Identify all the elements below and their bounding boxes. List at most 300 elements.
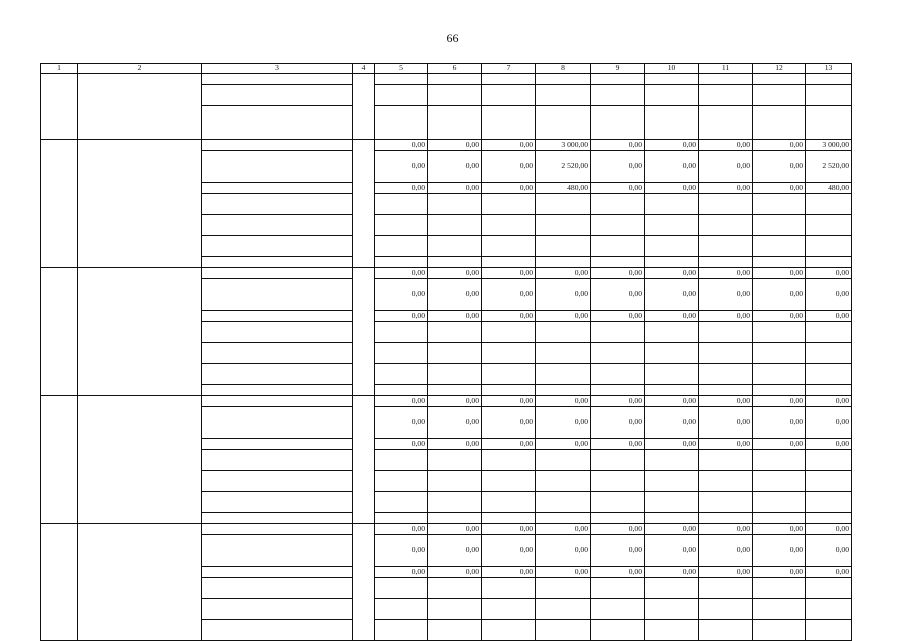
value-cell: 0,00 [375,524,428,535]
funding-source-cell [202,74,353,85]
value-cell [645,450,699,471]
value-cell: 0,00 [482,439,536,450]
value-cell: 0,00 [375,268,428,279]
value-cell [699,450,753,471]
value-cell [428,236,482,257]
value-cell [806,513,852,524]
value-cell: 480,00 [806,183,852,194]
value-cell [699,322,753,343]
value-cell: 0,00 [428,407,482,439]
value-cell [699,620,753,641]
column-header: 10 [645,64,699,74]
funding-source-cell [202,385,353,396]
value-cell [753,194,806,215]
value-cell [699,343,753,364]
col4-value-cell [353,140,375,268]
value-cell: 0,00 [753,535,806,567]
item-code-cell [41,524,78,641]
value-cell [645,85,699,106]
value-cell [536,364,591,385]
value-cell: 0,00 [482,311,536,322]
value-cell [375,236,428,257]
value-cell: 0,00 [591,151,645,183]
value-cell [591,450,645,471]
value-cell: 0,00 [699,311,753,322]
funding-source-cell [202,140,353,151]
value-cell: 0,00 [428,567,482,578]
value-cell: 0,00 [753,183,806,194]
value-cell [482,471,536,492]
value-cell: 0,00 [806,407,852,439]
value-cell [699,215,753,236]
funding-source-cell [202,535,353,567]
column-header: 11 [699,64,753,74]
value-cell [699,74,753,85]
column-header: 1 [41,64,78,74]
value-cell [375,620,428,641]
value-cell [591,599,645,620]
value-cell: 0,00 [699,535,753,567]
value-cell: 0,00 [645,279,699,311]
funding-source-cell [202,343,353,364]
funding-source-cell [202,279,353,311]
value-cell [753,599,806,620]
column-header: 2 [78,64,202,74]
value-cell [645,106,699,140]
value-cell: 0,00 [699,524,753,535]
code-cell [41,74,78,140]
value-cell: 0,00 [375,311,428,322]
value-cell: 0,00 [645,439,699,450]
value-cell [375,513,428,524]
value-cell: 0,00 [375,279,428,311]
value-cell: 0,00 [753,140,806,151]
value-cell [375,106,428,140]
value-cell [375,74,428,85]
description-cell [78,74,202,140]
column-header: 12 [753,64,806,74]
value-cell [536,322,591,343]
value-cell [753,85,806,106]
value-cell: 0,00 [645,151,699,183]
value-cell [806,194,852,215]
value-cell [806,74,852,85]
value-cell [753,257,806,268]
value-cell: 3 000,00 [806,140,852,151]
value-cell: 0,00 [806,567,852,578]
value-cell: 0,00 [375,151,428,183]
value-cell [375,450,428,471]
value-cell [482,492,536,513]
value-cell [536,513,591,524]
value-cell [536,106,591,140]
value-cell: 0,00 [482,407,536,439]
value-cell [806,106,852,140]
value-cell [482,599,536,620]
value-cell [428,471,482,492]
value-cell: 0,00 [591,140,645,151]
value-cell [591,471,645,492]
value-cell: 0,00 [428,279,482,311]
value-cell [806,85,852,106]
value-cell: 0,00 [699,396,753,407]
item-description-cell [78,268,202,396]
value-cell: 0,00 [753,407,806,439]
value-cell: 0,00 [806,311,852,322]
funding-source-cell [202,322,353,343]
table-row [41,74,852,85]
value-cell [482,620,536,641]
value-cell: 0,00 [375,439,428,450]
value-cell [375,578,428,599]
value-cell: 0,00 [645,268,699,279]
value-cell [699,106,753,140]
value-cell: 0,00 [536,535,591,567]
value-cell [699,257,753,268]
column-header: 13 [806,64,852,74]
funding-source-cell [202,364,353,385]
value-cell [428,106,482,140]
value-cell: 0,00 [428,268,482,279]
value-cell [428,620,482,641]
value-cell [428,578,482,599]
value-cell [375,364,428,385]
funding-source-cell [202,620,353,641]
value-cell: 0,00 [699,268,753,279]
value-cell: 0,00 [428,183,482,194]
value-cell [591,578,645,599]
value-cell [645,322,699,343]
value-cell [806,364,852,385]
value-cell [753,578,806,599]
funding-source-cell [202,407,353,439]
value-cell: 0,00 [699,183,753,194]
value-cell [806,257,852,268]
item-code-cell [41,140,78,268]
value-cell: 0,00 [645,567,699,578]
table-row [41,268,852,279]
value-cell: 0,00 [645,140,699,151]
value-cell [645,599,699,620]
col4-value-cell [353,524,375,641]
funding-source-cell [202,567,353,578]
value-cell: 0,00 [428,396,482,407]
funding-source-cell [202,450,353,471]
value-cell: 0,00 [645,311,699,322]
value-cell [536,620,591,641]
value-cell [753,513,806,524]
value-cell [645,578,699,599]
value-cell [753,471,806,492]
value-cell: 0,00 [428,535,482,567]
value-cell: 0,00 [753,151,806,183]
column-header: 6 [428,64,482,74]
value-cell [428,343,482,364]
value-cell: 0,00 [699,439,753,450]
item-description-cell [78,524,202,641]
value-cell [645,620,699,641]
value-cell [645,215,699,236]
value-cell [591,74,645,85]
value-cell [482,106,536,140]
value-cell [536,492,591,513]
value-cell: 0,00 [753,396,806,407]
column-header: 4 [353,64,375,74]
value-cell: 0,00 [428,140,482,151]
value-cell [645,194,699,215]
col4-value-cell [353,396,375,524]
funding-source-cell [202,236,353,257]
header-row [41,64,852,74]
value-cell: 0,00 [482,567,536,578]
value-cell [591,513,645,524]
value-cell: 0,00 [753,524,806,535]
value-cell: 0,00 [591,183,645,194]
value-cell [645,492,699,513]
value-cell [428,385,482,396]
value-cell: 0,00 [482,279,536,311]
value-cell [645,74,699,85]
value-cell [699,194,753,215]
value-cell: 0,00 [806,535,852,567]
value-cell: 0,00 [482,396,536,407]
table-row [41,396,852,407]
value-cell: 0,00 [536,567,591,578]
page-number: 66 [446,31,459,45]
funding-source-cell [202,578,353,599]
funding-source-cell [202,471,353,492]
value-cell [806,236,852,257]
value-cell [699,599,753,620]
funding-source-cell [202,599,353,620]
value-cell [375,343,428,364]
value-cell [753,343,806,364]
value-cell [482,85,536,106]
value-cell [591,385,645,396]
value-cell: 0,00 [645,407,699,439]
value-cell [536,599,591,620]
column-header: 3 [202,64,353,74]
value-cell [482,74,536,85]
budget-table [40,63,852,641]
value-cell [536,343,591,364]
value-cell [699,513,753,524]
item-description-cell [78,140,202,268]
value-cell [699,364,753,385]
value-cell: 0,00 [591,524,645,535]
value-cell: 0,00 [645,396,699,407]
value-cell: 0,00 [806,279,852,311]
value-cell [753,385,806,396]
value-cell [645,257,699,268]
col4-value-cell [353,268,375,396]
value-cell [591,106,645,140]
value-cell [482,385,536,396]
funding-source-cell [202,311,353,322]
value-cell [536,578,591,599]
value-cell [591,215,645,236]
value-cell [428,364,482,385]
value-cell [428,85,482,106]
value-cell: 0,00 [375,140,428,151]
value-cell: 0,00 [699,279,753,311]
value-cell [806,620,852,641]
value-cell [753,106,806,140]
value-cell [645,236,699,257]
value-cell: 0,00 [536,396,591,407]
value-cell [536,85,591,106]
value-cell: 0,00 [428,524,482,535]
value-cell [428,257,482,268]
value-cell [753,492,806,513]
value-cell: 0,00 [536,268,591,279]
value-cell: 0,00 [699,151,753,183]
value-cell: 0,00 [645,535,699,567]
value-cell [645,471,699,492]
value-cell [375,322,428,343]
value-cell [806,599,852,620]
value-cell [536,471,591,492]
value-cell: 0,00 [699,567,753,578]
value-cell: 0,00 [375,183,428,194]
value-cell: 0,00 [428,439,482,450]
value-cell [428,322,482,343]
value-cell: 0,00 [753,311,806,322]
value-cell [699,85,753,106]
value-cell: 2 520,00 [536,151,591,183]
column-header: 8 [536,64,591,74]
value-cell [806,578,852,599]
value-cell [482,257,536,268]
value-cell [753,450,806,471]
value-cell [753,620,806,641]
value-cell [536,74,591,85]
value-cell [806,450,852,471]
value-cell [753,215,806,236]
value-cell: 0,00 [753,439,806,450]
value-cell: 0,00 [536,524,591,535]
value-cell [591,322,645,343]
funding-source-cell [202,439,353,450]
value-cell [591,364,645,385]
value-cell: 0,00 [699,140,753,151]
value-cell [753,364,806,385]
value-cell [482,343,536,364]
value-cell: 0,00 [375,407,428,439]
value-cell [375,215,428,236]
value-cell [591,236,645,257]
value-cell [482,215,536,236]
value-cell: 0,00 [806,439,852,450]
value-cell [806,385,852,396]
funding-source-cell [202,183,353,194]
value-cell [699,471,753,492]
value-cell: 0,00 [806,268,852,279]
value-cell [536,385,591,396]
value-cell [428,492,482,513]
value-cell [482,364,536,385]
funding-source-cell [202,492,353,513]
value-cell [591,194,645,215]
value-cell [699,385,753,396]
value-cell [699,492,753,513]
value-cell: 0,00 [536,311,591,322]
funding-source-cell [202,524,353,535]
value-cell: 0,00 [645,524,699,535]
value-cell: 0,00 [482,268,536,279]
value-cell [645,385,699,396]
funding-source-cell [202,257,353,268]
value-cell [806,215,852,236]
value-cell: 0,00 [482,140,536,151]
value-cell [753,322,806,343]
funding-source-cell [202,151,353,183]
funding-source-cell [202,106,353,140]
item-code-cell [41,268,78,396]
value-cell [699,236,753,257]
value-cell [428,74,482,85]
value-cell [591,492,645,513]
value-cell: 0,00 [482,535,536,567]
value-cell [753,236,806,257]
value-cell [645,343,699,364]
value-cell [428,215,482,236]
value-cell [536,236,591,257]
value-cell: 0,00 [591,439,645,450]
value-cell: 0,00 [482,183,536,194]
value-cell: 0,00 [645,183,699,194]
value-cell: 0,00 [536,279,591,311]
value-cell: 3 000,00 [536,140,591,151]
table-row [41,140,852,151]
value-cell [428,513,482,524]
value-cell: 0,00 [591,279,645,311]
value-cell [699,578,753,599]
value-cell: 0,00 [591,535,645,567]
value-cell [806,492,852,513]
value-cell [482,322,536,343]
value-cell [591,257,645,268]
value-cell: 0,00 [591,567,645,578]
value-cell: 0,00 [591,396,645,407]
column-header: 9 [591,64,645,74]
value-cell: 0,00 [806,396,852,407]
value-cell [375,194,428,215]
col4-cell [353,74,375,140]
funding-source-cell [202,513,353,524]
value-cell: 2 520,00 [806,151,852,183]
value-cell [806,343,852,364]
column-header: 5 [375,64,428,74]
table-row [41,524,852,535]
value-cell [645,364,699,385]
value-cell: 0,00 [699,407,753,439]
value-cell [536,450,591,471]
value-cell [375,257,428,268]
value-cell [536,194,591,215]
value-cell: 0,00 [428,151,482,183]
value-cell: 0,00 [753,279,806,311]
funding-source-cell [202,215,353,236]
value-cell [482,578,536,599]
value-cell [591,343,645,364]
value-cell [375,385,428,396]
value-cell [375,492,428,513]
value-cell: 0,00 [536,439,591,450]
item-code-cell [41,396,78,524]
value-cell [428,599,482,620]
funding-source-cell [202,85,353,106]
